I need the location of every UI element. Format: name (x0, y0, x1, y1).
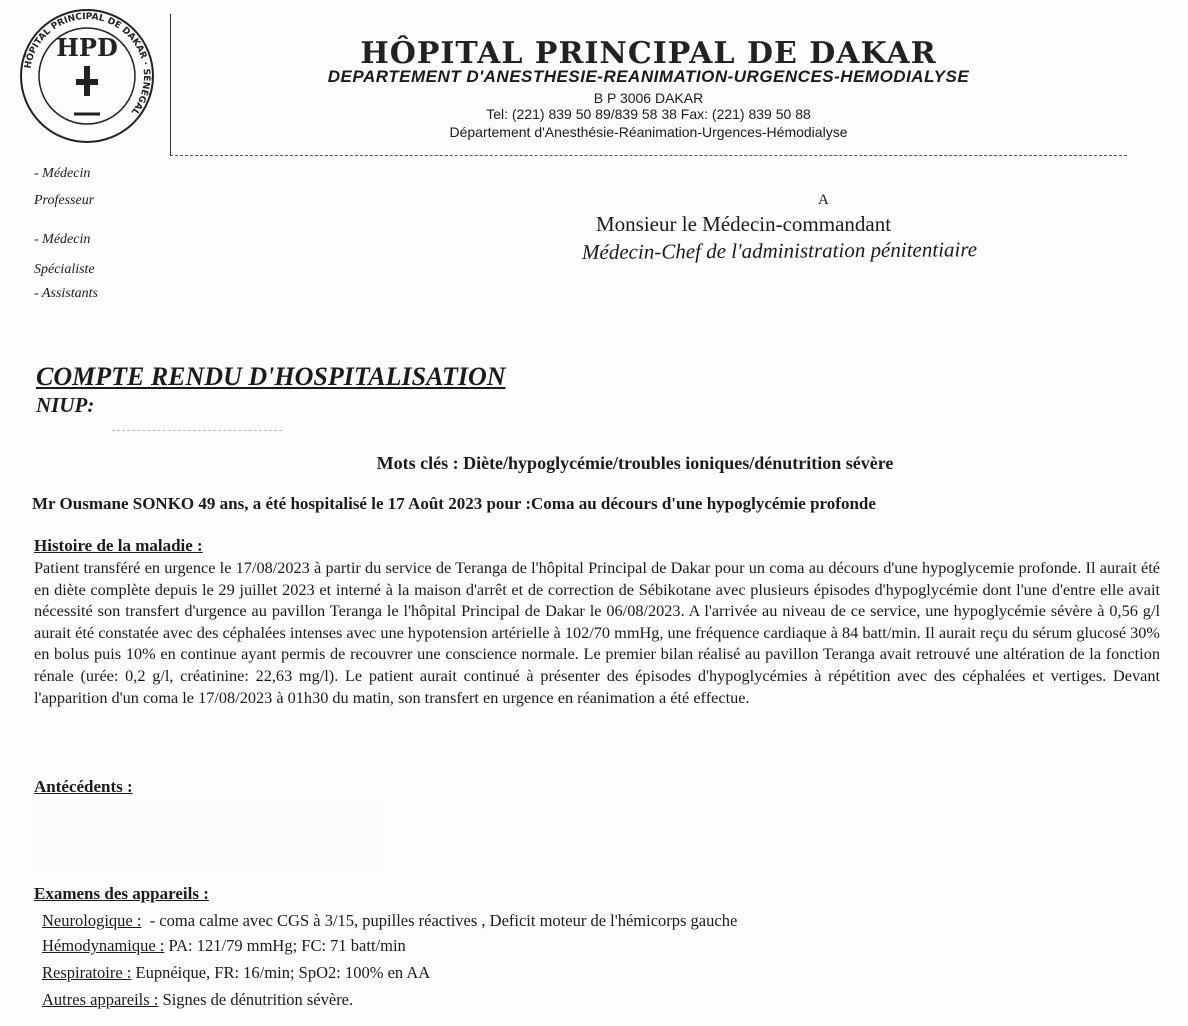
department-name: DEPARTEMENT D'ANESTHESIE-REANIMATION-URGENCES-HEMODIALYSE (327, 67, 970, 86)
history-heading: Histoire de la maladie : (34, 536, 203, 555)
contact-numbers: Tel: (221) 839 50 89/839 58 38 Fax: (221) 839 50 88 (486, 106, 811, 122)
keywords: Mots clés : Diète/hypoglycémie/troubles ioniques/dénutrition sévère (376, 453, 894, 473)
exam-item-hemodynamique (42, 936, 406, 956)
exam-label: Autres appareils : (42, 990, 159, 1009)
niup-redacted-value (112, 402, 282, 431)
exam-label: Neurologique : (42, 911, 142, 930)
hospital-logo (12, 4, 162, 154)
addressee-line-1: Monsieur le Médecin-commandant (596, 212, 892, 236)
history-paragraph: Patient transféré en urgence le 17/08/2023 à partir du service de Teranga de l'hôpital Principal de Dakar pour un coma au décours d'une hypoglycemie profonde. Il aurait été en diète complète depuis le 29 juillet 2023 et interné à la maison d'arrêt et de correction de Sébikotane avec plusieurs épisodes d'hypoglycémie dont l'une d'entre elle avait nécessité son transfert d'urgence au pavillon Teranga le l'hôpital Principal de Dakar le 06/08/2023. A l'arrivée au niveau de ce service, une hypoglycémie sévère à 0,56 g/l aurait été constatée avec des céphalées intenses avec une hypotension artérielle à 102/70 mmHg, une fréquence cardiaque à 84 batt/min. Il aurait reçu du sérum glucosé 30% en bolus puis 10% en continue ayant permis de recouvrer une conscience normale. Le premier bilan réalisé au pavillon Teranga avait retrouvé une altération de la fonction rénale (urée: 0,2 g/l, créatinine: 22,63 mg/l). Le patient aurait continué à présenter des épisodes d'hypoglycémies à répétition avec des céphalées et vertiges. Devant l'apparition d'un coma le 17/08/2023 à 01h30 du matin, son transfert en urgence en réanimation a été effectue. (34, 558, 1160, 707)
report-title: COMPTE RENDU D'HOSPITALISATION (36, 362, 506, 391)
exam-label: Respiratoire : (42, 963, 132, 982)
exam-item-respiratoire (42, 963, 430, 983)
addressee-prefix: A (818, 192, 829, 208)
staff-line: Spécialiste (34, 262, 95, 277)
staff-line: - Assistants (34, 286, 98, 301)
department-subtitle: Département d'Anesthésie-Réanimation-Urgences-Hémodialyse (449, 124, 848, 140)
logo-ring-text: HÔPITAL PRINCIPAL DE DAKAR · SÉNÉGAL (23, 11, 152, 117)
postal-address: B P 3006 DAKAR (593, 90, 704, 106)
exam-item-autres (42, 990, 353, 1010)
staff-line: - Médecin (34, 232, 91, 247)
hospital-name: HÔPITAL PRINCIPAL DE DAKAR (360, 36, 937, 71)
exam-value: - coma calme avec CGS à 3/15, pupilles réactives , Deficit moteur de l'hémicorps gauche (141, 911, 738, 930)
exam-value: Eupnéique, FR: 16/min; SpO2: 100% en AA (131, 963, 431, 982)
exam-value: PA: 121/79 mmHg; FC: 71 batt/min (164, 936, 406, 955)
staff-line: - Médecin (34, 166, 91, 181)
antecedents-heading: Antécédents : (34, 777, 133, 796)
redacted-area (112, 160, 232, 295)
niup-label: NIUP: (36, 393, 95, 417)
exam-item-neurologique (42, 911, 737, 931)
logo-initials: HPD (56, 33, 118, 62)
redacted-area (34, 800, 386, 874)
exam-value: Signes de dénutrition sévère. (158, 990, 354, 1009)
exam-heading: Examens des appareils : (34, 884, 209, 903)
exam-label: Hémodynamique : (42, 936, 165, 955)
addressee-line-2: Médecin-Chef de l'administration pénitentiaire (581, 237, 978, 264)
staff-line: Professeur (34, 193, 95, 208)
patient-summary: Mr Ousmane SONKO 49 ans, a été hospitalisé le 17 Août 2023 pour :Coma au décours d'une hypoglycémie profonde (32, 494, 876, 513)
